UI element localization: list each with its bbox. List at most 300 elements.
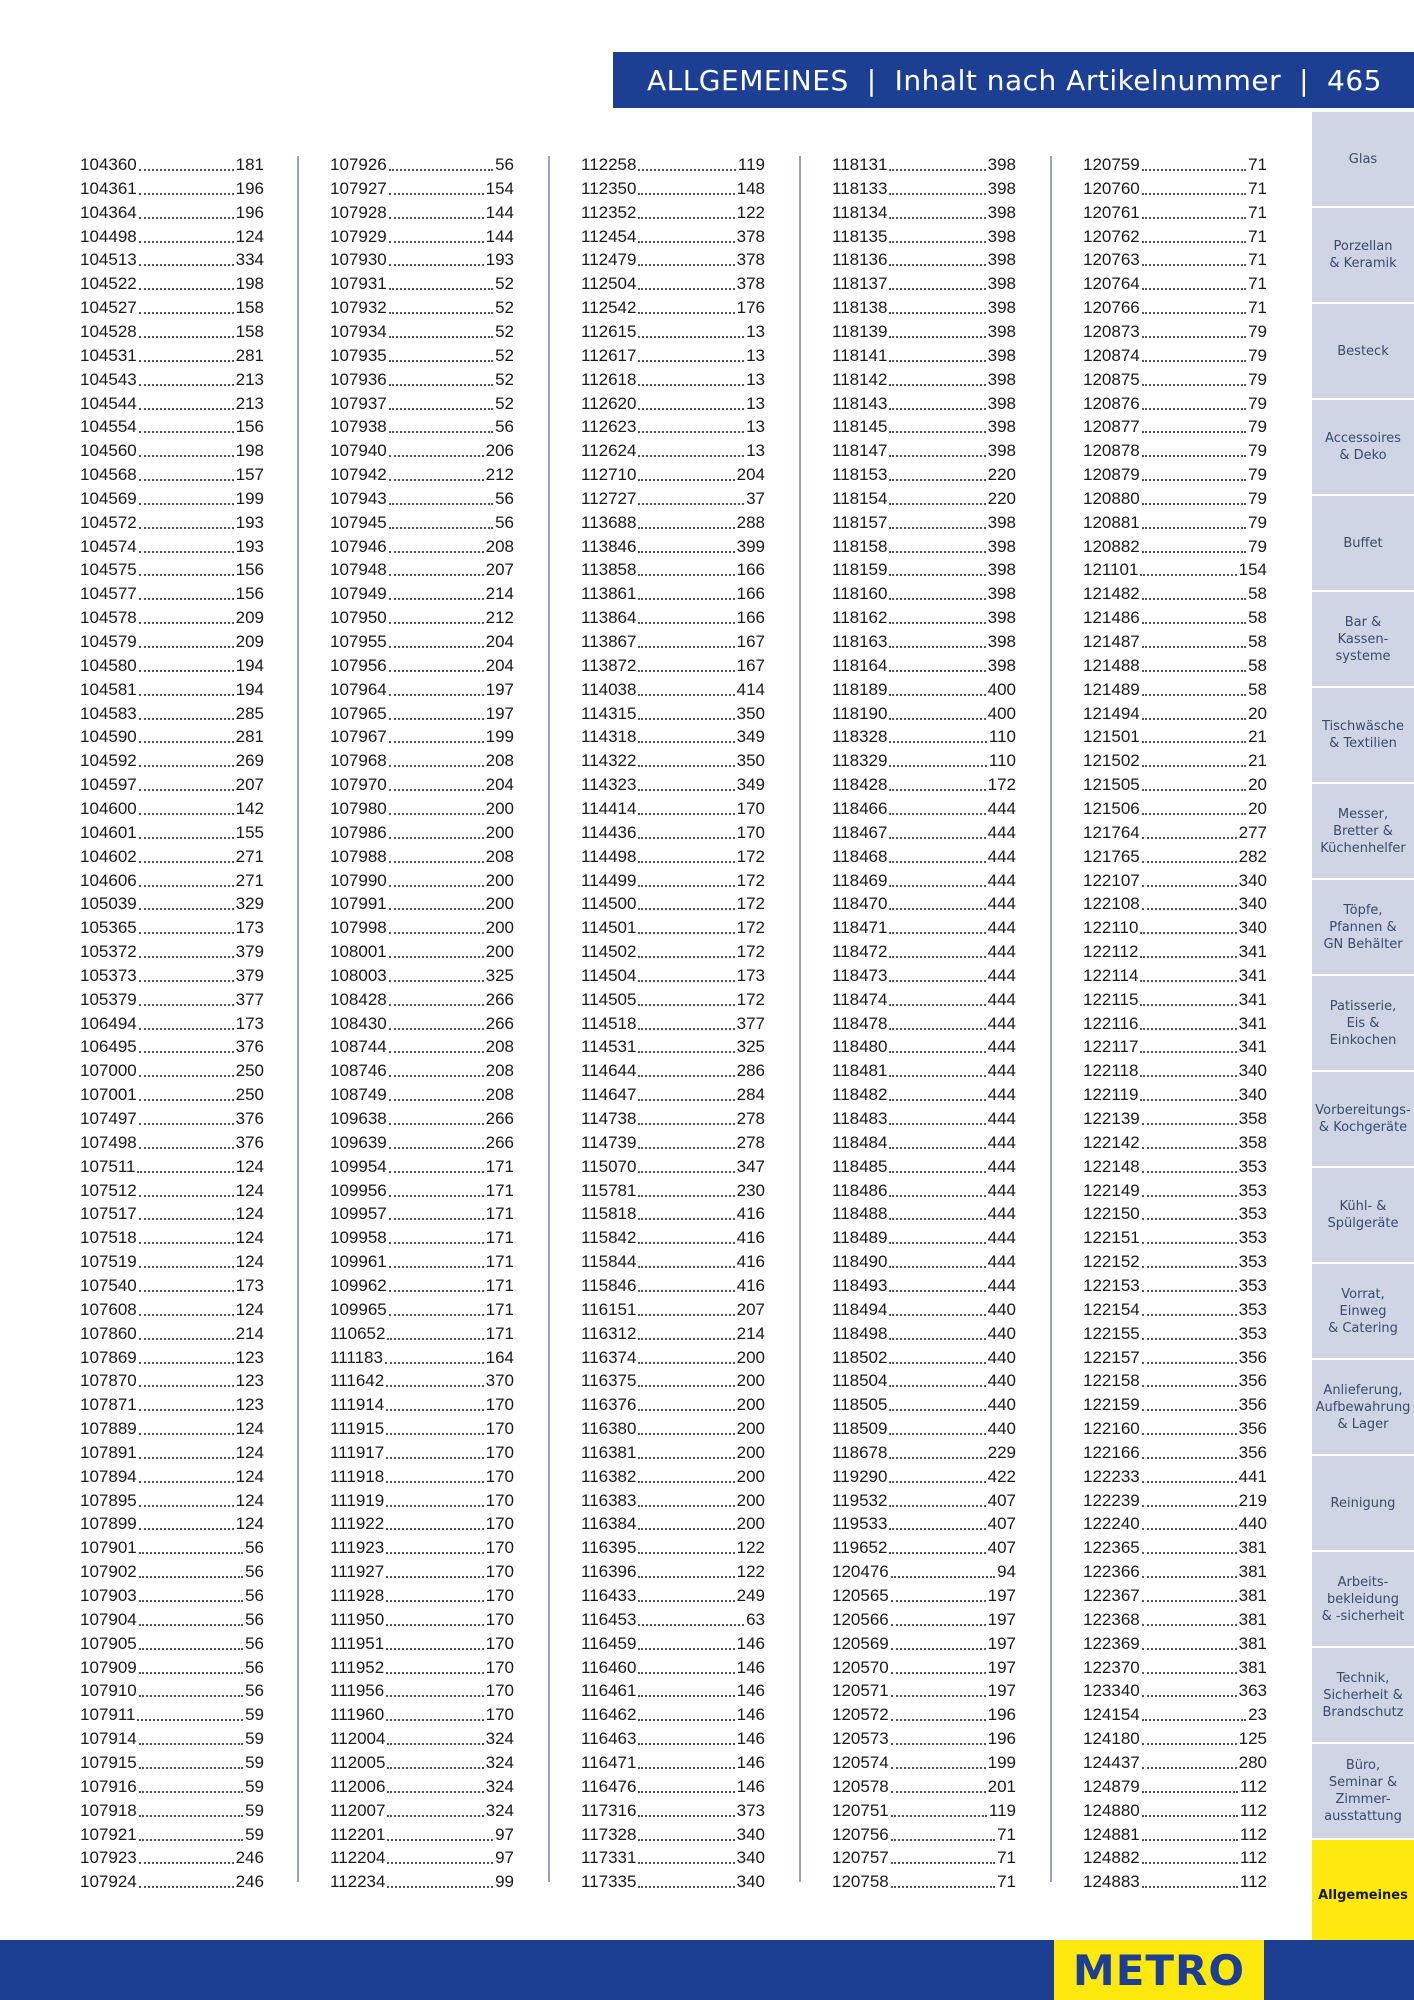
page-reference: 56 (495, 417, 514, 437)
index-entry (581, 654, 765, 678)
index-entry (80, 702, 264, 726)
leader-dots (889, 885, 985, 887)
article-number: 106495 (80, 1037, 137, 1057)
page-reference: 197 (485, 679, 514, 699)
page-reference: 170 (485, 1419, 514, 1439)
article-number: 107000 (80, 1061, 137, 1081)
index-entry (1083, 1679, 1267, 1703)
leader-dots (139, 1528, 234, 1530)
article-number: 114498 (581, 846, 637, 866)
article-number: 115781 (581, 1180, 637, 1200)
leader-dots (139, 1791, 243, 1793)
article-number: 122239 (1083, 1490, 1140, 1510)
page-reference: 444 (987, 1037, 1016, 1057)
page-reference: 58 (1248, 679, 1267, 699)
leader-dots (386, 1481, 483, 1483)
leader-dots (1142, 408, 1246, 410)
page-reference: 122 (736, 1562, 765, 1582)
index-entry (581, 1560, 765, 1584)
index-entry (581, 1226, 765, 1250)
leader-dots (139, 885, 234, 887)
index-entry (581, 1369, 765, 1393)
page-reference: 381 (1238, 1657, 1267, 1677)
article-number: 107988 (330, 846, 387, 866)
leader-dots (889, 1314, 985, 1316)
sidebar-tab-technik-sicherheit-brandschutz[interactable]: Technik, Sicherheit & Brandschutz (1312, 1646, 1414, 1742)
index-entry (832, 1274, 1016, 1298)
leader-dots (1142, 217, 1246, 219)
leader-dots (386, 1648, 483, 1650)
leader-dots (638, 1409, 734, 1411)
sidebar-tab-kühl-spülgeräte[interactable]: Kühl- & Spülgeräte (1312, 1166, 1414, 1262)
leader-dots (1142, 1552, 1237, 1554)
leader-dots (1142, 431, 1246, 433)
index-entry (832, 1346, 1016, 1370)
page-reference: 94 (997, 1562, 1016, 1582)
article-number: 116384 (581, 1514, 637, 1534)
leader-dots (387, 1743, 483, 1745)
article-number: 116433 (581, 1586, 637, 1605)
page-reference: 381 (1238, 1609, 1267, 1629)
page-reference: 444 (987, 942, 1016, 962)
page-reference: 440 (987, 1419, 1016, 1439)
page-reference: 194 (235, 679, 264, 699)
leader-dots (638, 1457, 734, 1459)
leader-dots (139, 813, 234, 815)
leader-dots (638, 813, 734, 815)
index-entry (330, 1107, 514, 1131)
index-entry (581, 845, 765, 869)
article-number: 111927 (330, 1562, 385, 1582)
leader-dots (387, 1886, 493, 1888)
article-number: 123340 (1083, 1681, 1140, 1701)
page-reference: 71 (1248, 226, 1267, 246)
page-reference: 71 (1248, 202, 1267, 222)
leader-dots (386, 1695, 483, 1697)
index-entry (330, 1703, 514, 1727)
article-number: 118678 (832, 1442, 888, 1462)
index-entry (330, 678, 514, 702)
article-number: 114038 (581, 679, 637, 699)
article-number: 118474 (832, 989, 888, 1009)
article-number: 116462 (581, 1705, 637, 1725)
index-entry (330, 1679, 514, 1703)
page-reference: 146 (736, 1705, 765, 1725)
article-number: 111642 (330, 1371, 385, 1391)
sidebar-tab-töpfe-pfannen-gn-behälter[interactable]: Töpfe, Pfannen & GN Behälter (1312, 878, 1414, 974)
page-reference: 172 (736, 870, 765, 890)
article-number: 107928 (330, 202, 387, 222)
index-entry (330, 1202, 514, 1226)
index-entry (581, 1846, 765, 1870)
leader-dots (389, 1171, 484, 1173)
leader-dots (889, 1004, 985, 1006)
page-reference: 197 (987, 1657, 1016, 1677)
index-entry (832, 1823, 1016, 1847)
page-reference: 341 (1238, 1013, 1267, 1033)
leader-dots (638, 1218, 734, 1220)
leader-dots (889, 1552, 985, 1554)
leader-dots (638, 1695, 734, 1697)
article-number: 124882 (1083, 1848, 1140, 1868)
index-entry (1083, 511, 1267, 535)
article-number: 118483 (832, 1109, 888, 1128)
page-reference: 173 (736, 965, 765, 985)
page-reference: 146 (736, 1681, 765, 1701)
article-number: 119652 (832, 1538, 888, 1558)
index-entry (1083, 773, 1267, 797)
page-reference: 59 (245, 1776, 264, 1796)
header-separator: | (866, 63, 877, 97)
page-reference: 173 (235, 1275, 264, 1295)
leader-dots (389, 861, 484, 863)
article-number: 116312 (581, 1323, 637, 1343)
leader-dots (1140, 574, 1236, 576)
index-entry (330, 272, 514, 296)
leader-dots (889, 1433, 985, 1435)
article-number: 114499 (581, 870, 637, 890)
index-entry (1083, 940, 1267, 964)
sidebar-tab-reinigung[interactable]: Reinigung (1312, 1454, 1414, 1550)
page-reference: 170 (485, 1657, 514, 1677)
page-reference: 398 (987, 393, 1016, 413)
article-number: 121101 (1083, 560, 1139, 580)
index-entry (330, 869, 514, 893)
index-entry (832, 272, 1016, 296)
page-reference: 277 (1238, 822, 1267, 842)
leader-dots (638, 455, 744, 457)
leader-dots (139, 479, 234, 481)
leader-dots (889, 1171, 985, 1173)
page-reference: 444 (987, 1013, 1016, 1033)
sidebar-tab-porzellan-keramik[interactable]: Porzellan & Keramik (1312, 206, 1414, 302)
index-entry (1083, 1250, 1267, 1274)
leader-dots (389, 217, 484, 219)
sidebar-tab-allgemeines[interactable]: Allgemeines (1312, 1838, 1414, 1950)
leader-dots (389, 622, 484, 624)
sidebar-tab-anlieferung-aufbewahrung-lager[interactable]: Anlieferung, Aufbewahrung & Lager (1312, 1358, 1414, 1454)
index-entry (1083, 988, 1267, 1012)
index-entry (330, 1584, 514, 1608)
page-reference: 209 (235, 608, 264, 628)
leader-dots (889, 1338, 985, 1340)
index-entry (581, 1059, 765, 1083)
leader-dots (389, 1218, 484, 1220)
page-reference: 170 (485, 1562, 514, 1582)
index-entry (330, 1775, 514, 1799)
leader-dots (386, 1576, 483, 1578)
index-entry (832, 1226, 1016, 1250)
index-entry (330, 558, 514, 582)
leader-dots (891, 1600, 986, 1602)
index-entry (80, 940, 264, 964)
leader-dots (139, 384, 234, 386)
article-number: 112618 (581, 369, 637, 389)
index-entry (581, 1465, 765, 1489)
leader-dots (638, 837, 734, 839)
sidebar-tab-vorrat-einweg-catering[interactable]: Vorrat, Einweg & Catering (1312, 1262, 1414, 1358)
sidebar-tab-glas[interactable]: Glas (1312, 110, 1414, 206)
index-entry (581, 678, 765, 702)
index-entry (581, 725, 765, 749)
page-reference: 56 (495, 512, 514, 532)
page-reference: 444 (987, 965, 1016, 985)
index-entry (832, 1727, 1016, 1751)
article-number: 112615 (581, 321, 637, 341)
page-reference: 324 (485, 1729, 514, 1749)
page-reference: 172 (736, 846, 765, 866)
page-reference: 200 (485, 894, 514, 914)
page-reference: 173 (235, 1013, 264, 1033)
page-reference: 173 (235, 918, 264, 938)
leader-dots (891, 1791, 986, 1793)
article-number: 118469 (832, 870, 888, 890)
sidebar-tab-tischwäsche-textilien[interactable]: Tischwäsche & Textilien (1312, 686, 1414, 782)
index-entry (581, 702, 765, 726)
leader-dots (1142, 765, 1246, 767)
page-reference: 340 (1238, 894, 1267, 914)
page-reference: 124 (235, 1204, 264, 1224)
leader-dots (139, 1242, 234, 1244)
page-reference: 324 (485, 1776, 514, 1796)
column-divider (1050, 156, 1052, 1882)
page-reference: 170 (485, 1466, 514, 1486)
page-reference: 119 (988, 1800, 1016, 1820)
page-reference: 285 (235, 703, 264, 723)
index-entry (581, 749, 765, 773)
leader-dots (889, 1195, 985, 1197)
leader-dots (1142, 1648, 1237, 1650)
page-reference: 398 (987, 632, 1016, 651)
page-reference: 125 (1238, 1729, 1267, 1749)
leader-dots (1142, 1409, 1237, 1411)
page-reference: 112 (1239, 1800, 1267, 1820)
page-reference: 124 (235, 1156, 264, 1176)
index-entry (832, 1131, 1016, 1155)
leader-dots (638, 1815, 734, 1817)
article-number: 118473 (832, 965, 888, 985)
leader-dots (889, 169, 985, 171)
article-number: 104572 (80, 512, 137, 532)
article-number: 114505 (581, 989, 637, 1009)
article-number: 116381 (581, 1442, 637, 1462)
index-entry (80, 1751, 264, 1775)
article-number: 120879 (1083, 465, 1140, 485)
article-number: 107891 (80, 1442, 137, 1462)
page-reference: 440 (1238, 1514, 1267, 1534)
index-entry (330, 606, 514, 630)
index-entry (581, 296, 765, 320)
index-entry (832, 1846, 1016, 1870)
article-number: 118136 (832, 250, 888, 270)
leader-dots (389, 1147, 484, 1149)
page-reference: 350 (736, 751, 765, 771)
sidebar-tab-accessoires-deko[interactable]: Accessoires & Deko (1312, 398, 1414, 494)
leader-dots (891, 1576, 995, 1578)
index-entry (80, 415, 264, 439)
article-number: 107965 (330, 703, 387, 723)
leader-dots (638, 956, 734, 958)
page-reference: 398 (987, 274, 1016, 294)
index-entry (1083, 582, 1267, 606)
leader-dots (1142, 527, 1246, 529)
index-entry (80, 1846, 264, 1870)
page-reference: 204 (485, 655, 514, 675)
page-reference: 13 (746, 369, 765, 389)
article-number: 107911 (80, 1705, 136, 1725)
article-number: 118485 (832, 1156, 888, 1176)
index-entry (1083, 1512, 1267, 1536)
index-entry (832, 749, 1016, 773)
index-entry (581, 392, 765, 416)
article-number: 121505 (1083, 775, 1140, 795)
leader-dots (1140, 980, 1236, 982)
sidebar-tab-bar-kassen-systeme[interactable]: Bar & Kassen- systeme (1312, 590, 1414, 686)
leader-dots (1142, 908, 1237, 910)
index-entry (330, 1870, 514, 1894)
article-number: 104569 (80, 488, 137, 508)
sidebar-tab-messer-bretter-küchenhelfer[interactable]: Messer, Bretter & Küchenhelfer (1312, 782, 1414, 878)
index-entry (832, 1560, 1016, 1584)
page-reference: 206 (485, 441, 514, 461)
index-entry (832, 1775, 1016, 1799)
leader-dots (638, 1648, 734, 1650)
article-number: 104527 (80, 298, 137, 318)
article-number: 120762 (1083, 226, 1140, 246)
index-entry (581, 1536, 765, 1560)
page-reference: 200 (736, 1442, 765, 1462)
page-reference: 59 (245, 1824, 264, 1844)
leader-dots (1142, 718, 1246, 720)
page-reference: 56 (495, 488, 514, 508)
leader-dots (638, 1123, 734, 1125)
article-number: 104522 (80, 274, 137, 294)
leader-dots (389, 455, 484, 457)
sidebar-tab-arbeits-bekleidung-sicherheit[interactable]: Arbeits- bekleidung & -sicherheit (1312, 1550, 1414, 1646)
sidebar-tab-patisserie-eis-einkochen[interactable]: Patisserie, Eis & Einkochen (1312, 974, 1414, 1070)
article-number: 122117 (1083, 1037, 1139, 1057)
page-reference: 146 (736, 1633, 765, 1653)
article-number: 107869 (80, 1347, 137, 1367)
index-entry (330, 1608, 514, 1632)
article-number: 114647 (581, 1085, 637, 1105)
leader-dots (638, 241, 734, 243)
sidebar-tab-buffet[interactable]: Buffet (1312, 494, 1414, 590)
page-reference: 444 (987, 846, 1016, 866)
article-number: 111956 (330, 1681, 385, 1701)
article-number: 122365 (1083, 1538, 1140, 1558)
index-entry (330, 1369, 514, 1393)
article-number: 107001 (80, 1085, 137, 1105)
leader-dots (889, 1147, 985, 1149)
index-entry (80, 1441, 264, 1465)
leader-dots (638, 1362, 734, 1364)
leader-dots (389, 789, 484, 791)
page-reference: 204 (485, 632, 514, 651)
leader-dots (1142, 551, 1246, 553)
index-entry (1083, 1489, 1267, 1513)
leader-dots (139, 980, 234, 982)
leader-dots (1142, 1457, 1237, 1459)
article-number: 111950 (330, 1609, 385, 1629)
sidebar-tab-büro-seminar-zimmer-ausstattung[interactable]: Büro, Seminar & Zimmer- ausstattung (1312, 1742, 1414, 1838)
page-reference: 122 (736, 1538, 765, 1558)
page-reference: 398 (987, 369, 1016, 389)
article-number: 112204 (330, 1848, 386, 1868)
index-entry (1083, 439, 1267, 463)
article-number: 113688 (581, 512, 637, 532)
article-number: 122148 (1083, 1156, 1140, 1176)
leader-dots (139, 336, 234, 338)
index-entry (80, 1202, 264, 1226)
article-number: 107497 (80, 1109, 137, 1128)
index-entry (330, 1226, 514, 1250)
leader-dots (139, 1123, 234, 1125)
index-entry (80, 153, 264, 177)
page-reference: 23 (1248, 1705, 1267, 1725)
leader-dots (638, 1791, 734, 1793)
article-number: 118137 (832, 274, 888, 294)
index-entry (832, 153, 1016, 177)
leader-dots (638, 408, 744, 410)
leader-dots (1142, 264, 1246, 266)
page-reference: 200 (736, 1395, 765, 1415)
index-entry (832, 678, 1016, 702)
page-reference: 278 (736, 1109, 765, 1128)
page-reference: 381 (1238, 1538, 1267, 1558)
leader-dots (1142, 1600, 1237, 1602)
page-reference: 146 (736, 1776, 765, 1796)
leader-dots (389, 646, 484, 648)
page-reference: 416 (736, 1204, 765, 1224)
leader-dots (139, 1457, 234, 1459)
page-reference: 167 (736, 655, 765, 675)
article-number: 109639 (330, 1132, 387, 1152)
index-entry (1083, 1584, 1267, 1608)
index-entry (581, 1131, 765, 1155)
article-number: 116376 (581, 1395, 637, 1415)
article-number: 107511 (80, 1156, 136, 1176)
index-entry (832, 1059, 1016, 1083)
index-entry (330, 1560, 514, 1584)
page-reference: 197 (987, 1681, 1016, 1701)
leader-dots (389, 527, 493, 529)
page-reference: 353 (1238, 1323, 1267, 1343)
leader-dots (889, 455, 985, 457)
index-entry (330, 1250, 514, 1274)
index-entry (581, 272, 765, 296)
page-reference: 171 (485, 1252, 514, 1272)
article-number: 116382 (581, 1466, 637, 1486)
article-number: 118490 (832, 1252, 888, 1272)
index-entry (1083, 1608, 1267, 1632)
index-entry (1083, 1155, 1267, 1179)
page-reference: 356 (1238, 1419, 1267, 1439)
index-entry (581, 415, 765, 439)
sidebar-tab-besteck[interactable]: Besteck (1312, 302, 1414, 398)
index-entry (832, 558, 1016, 582)
page-reference: 56 (245, 1562, 264, 1582)
page-reference: 198 (235, 441, 264, 461)
article-number: 122139 (1083, 1109, 1140, 1128)
sidebar-tab-vorbereitungs-kochgeräte[interactable]: Vorbereitungs- & Kochgeräte (1312, 1070, 1414, 1166)
article-number: 114531 (581, 1037, 637, 1057)
index-entry (581, 988, 765, 1012)
page-reference: 79 (1248, 393, 1267, 413)
leader-dots (1142, 1815, 1238, 1817)
article-number: 122118 (1083, 1061, 1139, 1081)
page-reference: 444 (987, 1109, 1016, 1128)
